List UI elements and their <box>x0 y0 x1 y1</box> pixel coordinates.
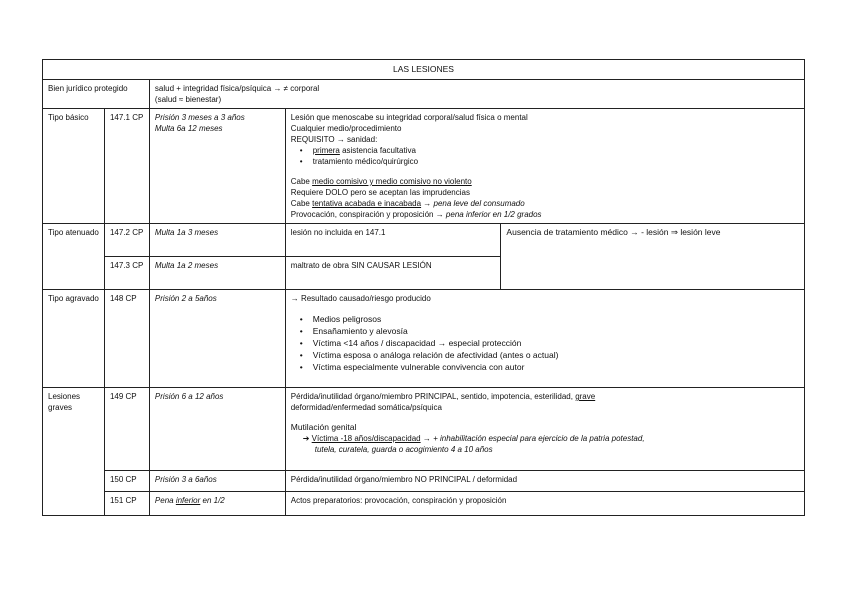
desc-line-provocacion <box>291 209 799 220</box>
underlined-text: Víctima -18 años/discapacidad <box>311 434 421 443</box>
underlined-text: inferior <box>175 496 201 505</box>
tipo-agravado-label: Tipo agravado <box>43 290 105 388</box>
graves-desc-2: Pérdida/inutilidad órgano/miembro NO PRINCIPAL / deformidad <box>285 471 804 492</box>
list-item: • Víctima esposa o análoga relación de afectividad (antes o actual) <box>313 349 799 361</box>
bien-juridico-desc <box>149 80 804 109</box>
text: en 1/2 <box>200 496 225 505</box>
agravado-desc <box>285 290 804 388</box>
lesiones-graves-label: Lesiones graves <box>43 388 105 516</box>
bien-juridico-label: Bien jurídico protegido <box>43 80 150 109</box>
requisito-list <box>291 145 799 167</box>
desc-line-3: REQUISITO → sanidad: <box>290 135 378 144</box>
underlined-text: grave <box>575 392 596 401</box>
desc-line-tentativa <box>291 198 799 209</box>
graves-penalty-1: Prisión 6 a 12 años <box>149 388 285 471</box>
text: Pérdida/inutilidad órgano/miembro PRINCIPAL, sentido, impotencia, esterilidad, <box>290 392 576 401</box>
penalty-line-1: Prisión 3 meses a 3 años <box>154 113 245 122</box>
desc-line-cabe-medio <box>291 176 799 187</box>
lesiones-graves-row-2 <box>43 471 805 492</box>
graves-penalty-2: Prisión 3 a 6años <box>149 471 285 492</box>
atenuado-article-1: 147.2 CP <box>104 224 149 257</box>
tipo-agravado-row <box>43 290 805 388</box>
graves-arrow-line <box>291 433 799 455</box>
tipo-basico-row <box>43 109 805 224</box>
bien-juridico-row <box>43 80 805 109</box>
desc-line-2: Cualquier medio/procedimiento <box>290 124 402 133</box>
lesiones-graves-row-3 <box>43 492 805 516</box>
desc-line-dolo: Requiere DOLO pero se aceptan las imprudencias <box>290 188 470 197</box>
atenuado-penalty-2: Multa 1a 2 meses <box>149 257 285 290</box>
lesiones-table <box>42 59 805 516</box>
atenuado-desc-1: lesión no incluida en 147.1 <box>285 224 501 257</box>
italic-text-continued: tutela, curatela, guarda o acogimiento 4 a 10 años <box>314 445 493 454</box>
bien-line-2: (salud ≈ bienestar) <box>154 95 222 104</box>
list-item: • Víctima <14 años / discapacidad → especial protección <box>313 337 799 349</box>
underlined-text: primera <box>312 146 340 155</box>
agravado-list <box>291 313 799 373</box>
tipo-basico-article: 147.1 CP <box>104 109 149 224</box>
atenuado-article-2: 147.3 CP <box>104 257 149 290</box>
text: Cabe <box>290 177 313 186</box>
graves-desc-1 <box>285 388 804 471</box>
table-title: LAS LESIONES <box>43 60 805 80</box>
atenuado-desc-2: maltrato de obra SIN CAUSAR LESIÓN <box>285 257 501 290</box>
graves-article-2: 150 CP <box>104 471 149 492</box>
italic-text: pena inferior en 1/2 grados <box>445 210 542 219</box>
arrow-icon: ➔ <box>302 434 312 443</box>
graves-line-2: deformidad/enfermedad somática/psíquica <box>290 403 442 412</box>
atenuado-penalty-1: Multa 1a 3 meses <box>149 224 285 257</box>
agravado-penalty: Prisión 2 a 5años <box>149 290 285 388</box>
underlined-text: medio comisivo y medio comisivo no violento <box>312 177 472 186</box>
graves-penalty-3 <box>149 492 285 516</box>
bien-line-1: salud + integridad física/psíquica → ≠ corporal <box>154 84 320 93</box>
atenuado-note: Ausencia de tratamiento médico → - lesión ⇒ lesión leve <box>501 224 805 290</box>
underlined-text: tentativa acabada e inacabada <box>312 199 422 208</box>
list-item: • tratamiento médico/quirúrgico <box>313 156 799 167</box>
text: Pena <box>154 496 176 505</box>
list-item: • Ensañamiento y alevosía <box>313 325 799 337</box>
graves-desc-3: Actos preparatorios: provocación, conspiración y proposición <box>285 492 804 516</box>
agravado-head: → Resultado causado/riesgo producido <box>290 294 431 303</box>
italic-text: pena leve del consumado <box>433 199 525 208</box>
desc-line-1: Lesión que menoscabe su integridad corporal/salud física o mental <box>290 113 528 122</box>
tipo-basico-penalty <box>149 109 285 224</box>
penalty-line-2: Multa 6a 12 meses <box>154 124 223 133</box>
tipo-basico-label: Tipo básico <box>43 109 105 224</box>
graves-article-3: 151 CP <box>104 492 149 516</box>
item-text: asistencia facultativa <box>339 146 416 155</box>
graves-line-3: Mutilación genital <box>290 422 357 432</box>
graves-line-1 <box>291 391 799 402</box>
tipo-basico-desc <box>285 109 804 224</box>
agravado-article: 148 CP <box>104 290 149 388</box>
list-item: • Medios peligrosos <box>313 313 799 325</box>
tipo-atenuado-label: Tipo atenuado <box>43 224 105 290</box>
list-item: • Víctima especialmente vulnerable convivencia con autor <box>313 361 799 373</box>
list-item <box>313 145 799 156</box>
text: Cabe <box>290 199 313 208</box>
arrow-text: → <box>421 199 434 208</box>
text: Provocación, conspiración y proposición → <box>290 210 446 219</box>
graves-article-1: 149 CP <box>104 388 149 471</box>
italic-text: → + inhabilitación especial para ejercicio de la patria potestad, <box>420 434 645 443</box>
lesiones-graves-row-1 <box>43 388 805 471</box>
tipo-atenuado-row-1 <box>43 224 805 257</box>
table-title-row <box>43 60 805 80</box>
